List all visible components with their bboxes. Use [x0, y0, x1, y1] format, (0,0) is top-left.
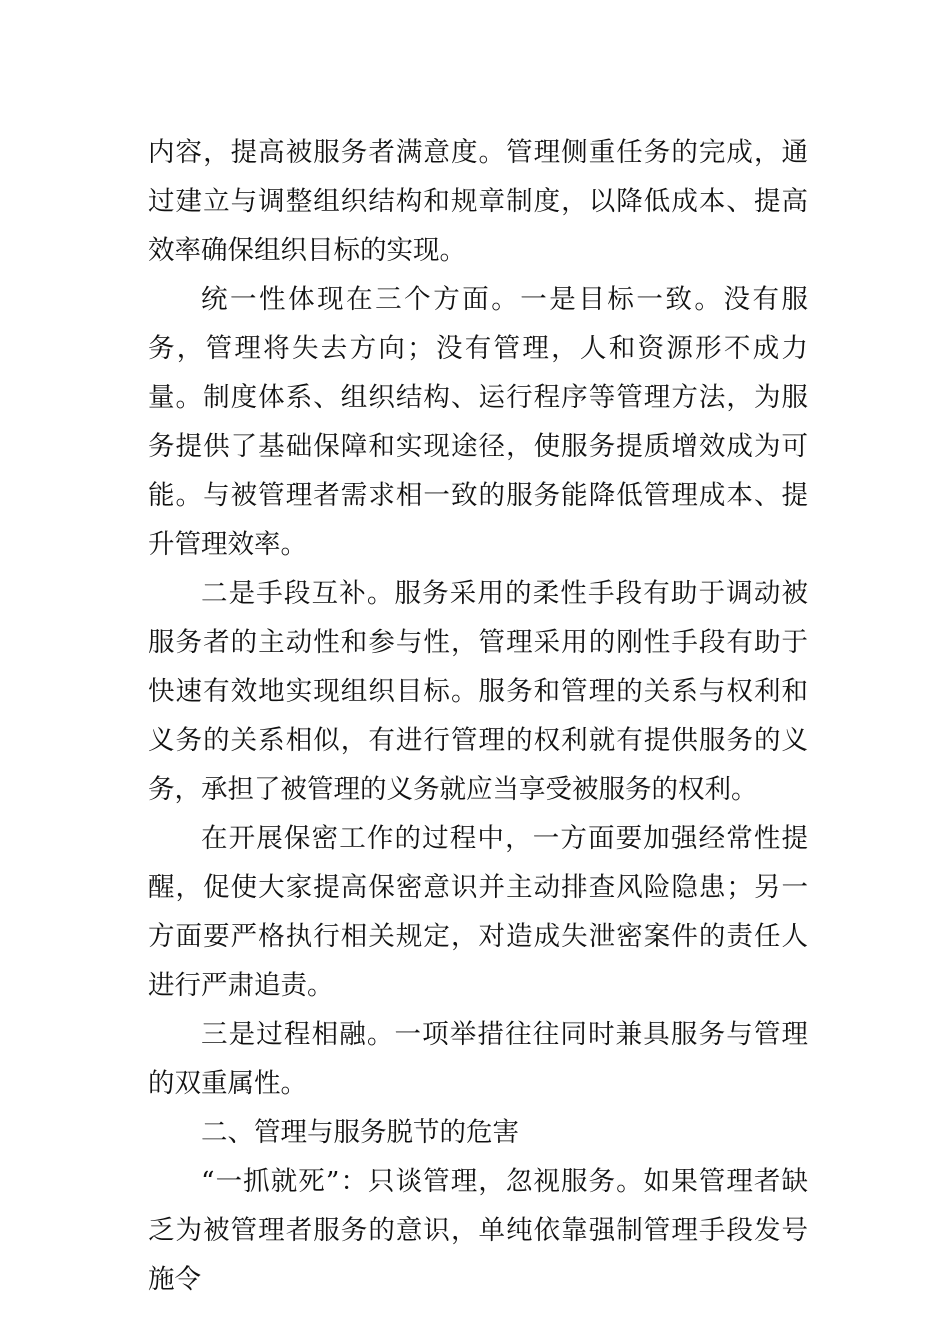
- paragraph-complementary-means: 二是手段互补。服务采用的柔性手段有助于调动被服务者的主动性和参与性，管理采用的刚性手段有助于快速有效地实现组织目标。服务和管理的关系与权利和义务的关系相似，有进行管理的权利就有提供服务的义务，承担了被管理的义务就应当享受被服务的权利。: [148, 578, 808, 805]
- paragraph-process-integration: 三是过程相融。一项举措往往同时兼具服务与管理的双重属性。: [148, 1019, 808, 1099]
- paragraph-confidentiality-example: 在开展保密工作的过程中，一方面要加强经常性提醒，促使大家提高保密意识并主动排查风险隐患；另一方面要严格执行相关规定，对造成失泄密案件的责任人进行严肃追责。: [148, 823, 808, 1001]
- paragraph-harm-management-only: “一抓就死”：只谈管理，忽视服务。如果管理者缺乏为被管理者服务的意识，单纯依靠强制管理手段发号施令: [148, 1166, 808, 1295]
- section-heading: 二、管理与服务脱节的危害: [201, 1117, 519, 1148]
- document-page: [148, 128, 808, 1304]
- paragraph-unity-goal: 统一性体现在三个方面。一是目标一致。没有服务，管理将失去方向；没有管理，人和资源形不成力量。制度体系、组织结构、运行程序等管理方法，为服务提供了基础保障和实现途径，使服务提质增效成为可能。与被管理者需求相一致的服务能降低管理成本、提升管理效率。: [148, 284, 808, 560]
- paragraph-continuation: 内容，提高被服务者满意度。管理侧重任务的完成，通过建立与调整组织结构和规章制度，以降低成本、提高效率确保组织目标的实现。: [148, 137, 808, 266]
